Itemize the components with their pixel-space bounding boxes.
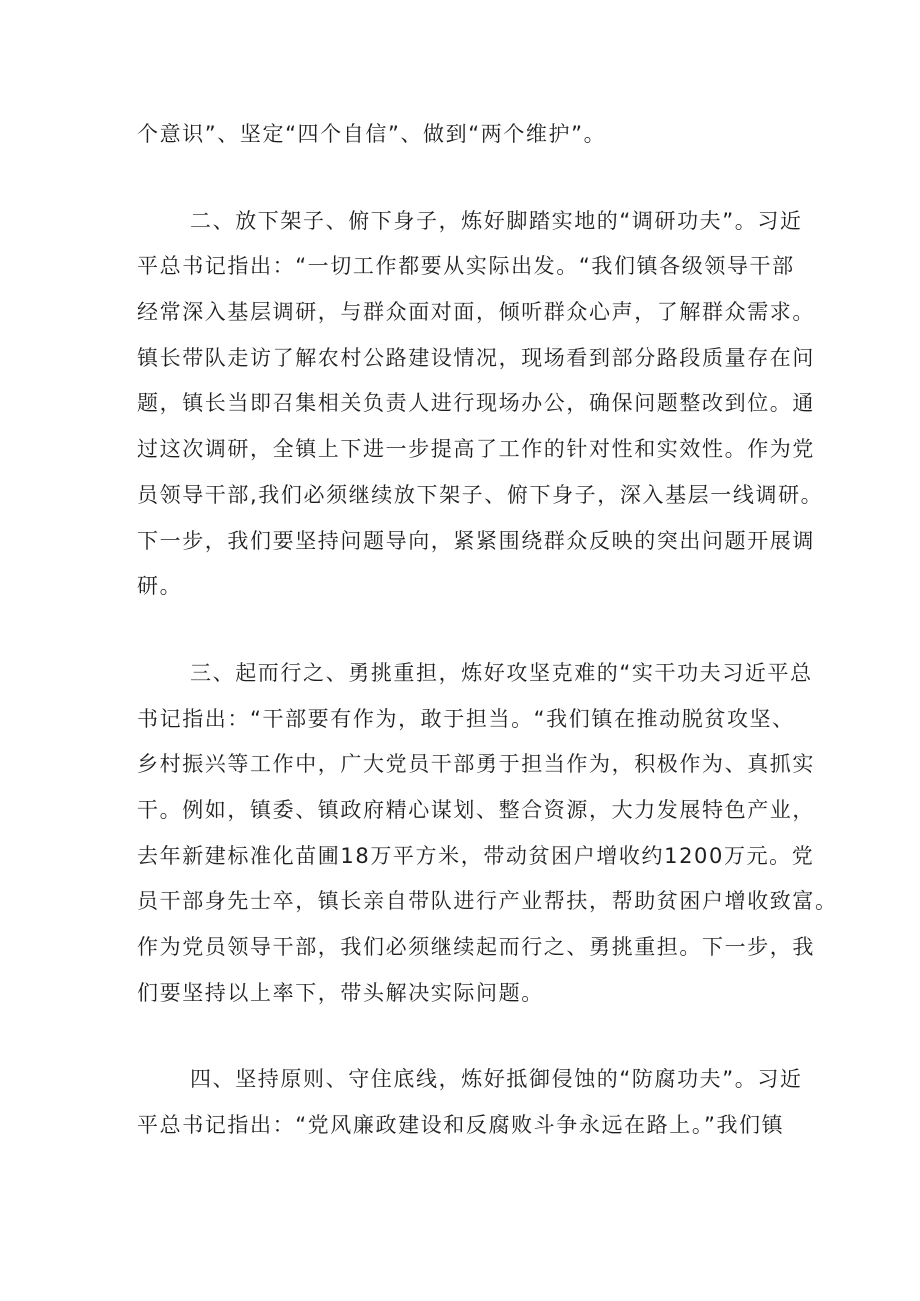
text-line: 书记指出：“干部要有作为，敢于担当。“我们镇在推动脱贫攻坚、 <box>137 706 795 731</box>
paragraph-spacer <box>137 610 797 651</box>
paragraph-section-2 <box>137 199 824 610</box>
text-line: 干。例如，镇委、镇政府精心谋划、整合资源，大力发展特色产业， <box>137 797 815 822</box>
text-line: 平总书记指出：“一切工作都要从实际出发。“我们镇各级领导干部 <box>137 254 795 279</box>
text-line: 经常深入基层调研，与群众面对面，倾听群众心声，了解群众需求。 <box>137 300 815 325</box>
text-line: 员干部身先士卒，镇长亲自带队进行产业帮扶，帮助贫困户增收致富。 <box>137 889 838 914</box>
text-line: 下一步，我们要坚持问题导向，紧紧围绕群众反映的突出问题开展调 <box>137 528 815 553</box>
document-body <box>137 112 838 1149</box>
text-line: 过这次调研，全镇上下进一步提高了工作的针对性和实效性。作为党 <box>137 437 815 462</box>
paragraph-section-3 <box>137 651 838 1017</box>
text-line: 作为党员领导干部，我们必须继续起而行之、勇挑重担。下一步，我 <box>137 935 815 959</box>
text-line: 去年新建标准化苗圃18万平方米，带动贫困户增收约1200万元。党 <box>137 843 815 868</box>
text-line: 们要坚持以上率下，带头解决实际问题。 <box>137 980 544 1005</box>
section-heading-line: 三、起而行之、勇挑重担，炼好攻坚克难的“实干功夫习近平总 <box>190 660 813 685</box>
text-line: 题，镇长当即召集相关负责人进行现场办公，确保问题整改到位。通 <box>137 391 815 416</box>
paragraph-spacer <box>137 158 797 199</box>
text-line: 乡村振兴等工作中，广大党员干部勇于担当作为，积极作为、真抓实 <box>137 752 815 777</box>
text-line: 个意识”、坚定“四个自信”、做到“两个维护”。 <box>137 122 607 146</box>
section-heading-line: 二、放下架子、俯下身子，炼好脚踏实地的“调研功夫”。习近 <box>190 208 803 233</box>
text-line: 员领导干部,我们必须继续放下架子、俯下身子，深入基层一线调研。 <box>137 482 824 507</box>
text-line: 平总书记指出：“党风廉政建设和反腐败斗争永远在路上。”我们镇 <box>137 1113 785 1138</box>
paragraph-intro-tail <box>137 112 797 158</box>
section-heading-line: 四、坚持原则、守住底线，炼好抵御侵蚀的“防腐功夫”。习近 <box>190 1067 803 1092</box>
paragraph-section-4 <box>137 1057 803 1148</box>
text-line: 镇长带队走访了解农村公路建设情况，现场看到部分路段质量存在问 <box>137 345 815 370</box>
paragraph-spacer <box>137 1016 797 1057</box>
text-line: 研。 <box>137 574 183 599</box>
